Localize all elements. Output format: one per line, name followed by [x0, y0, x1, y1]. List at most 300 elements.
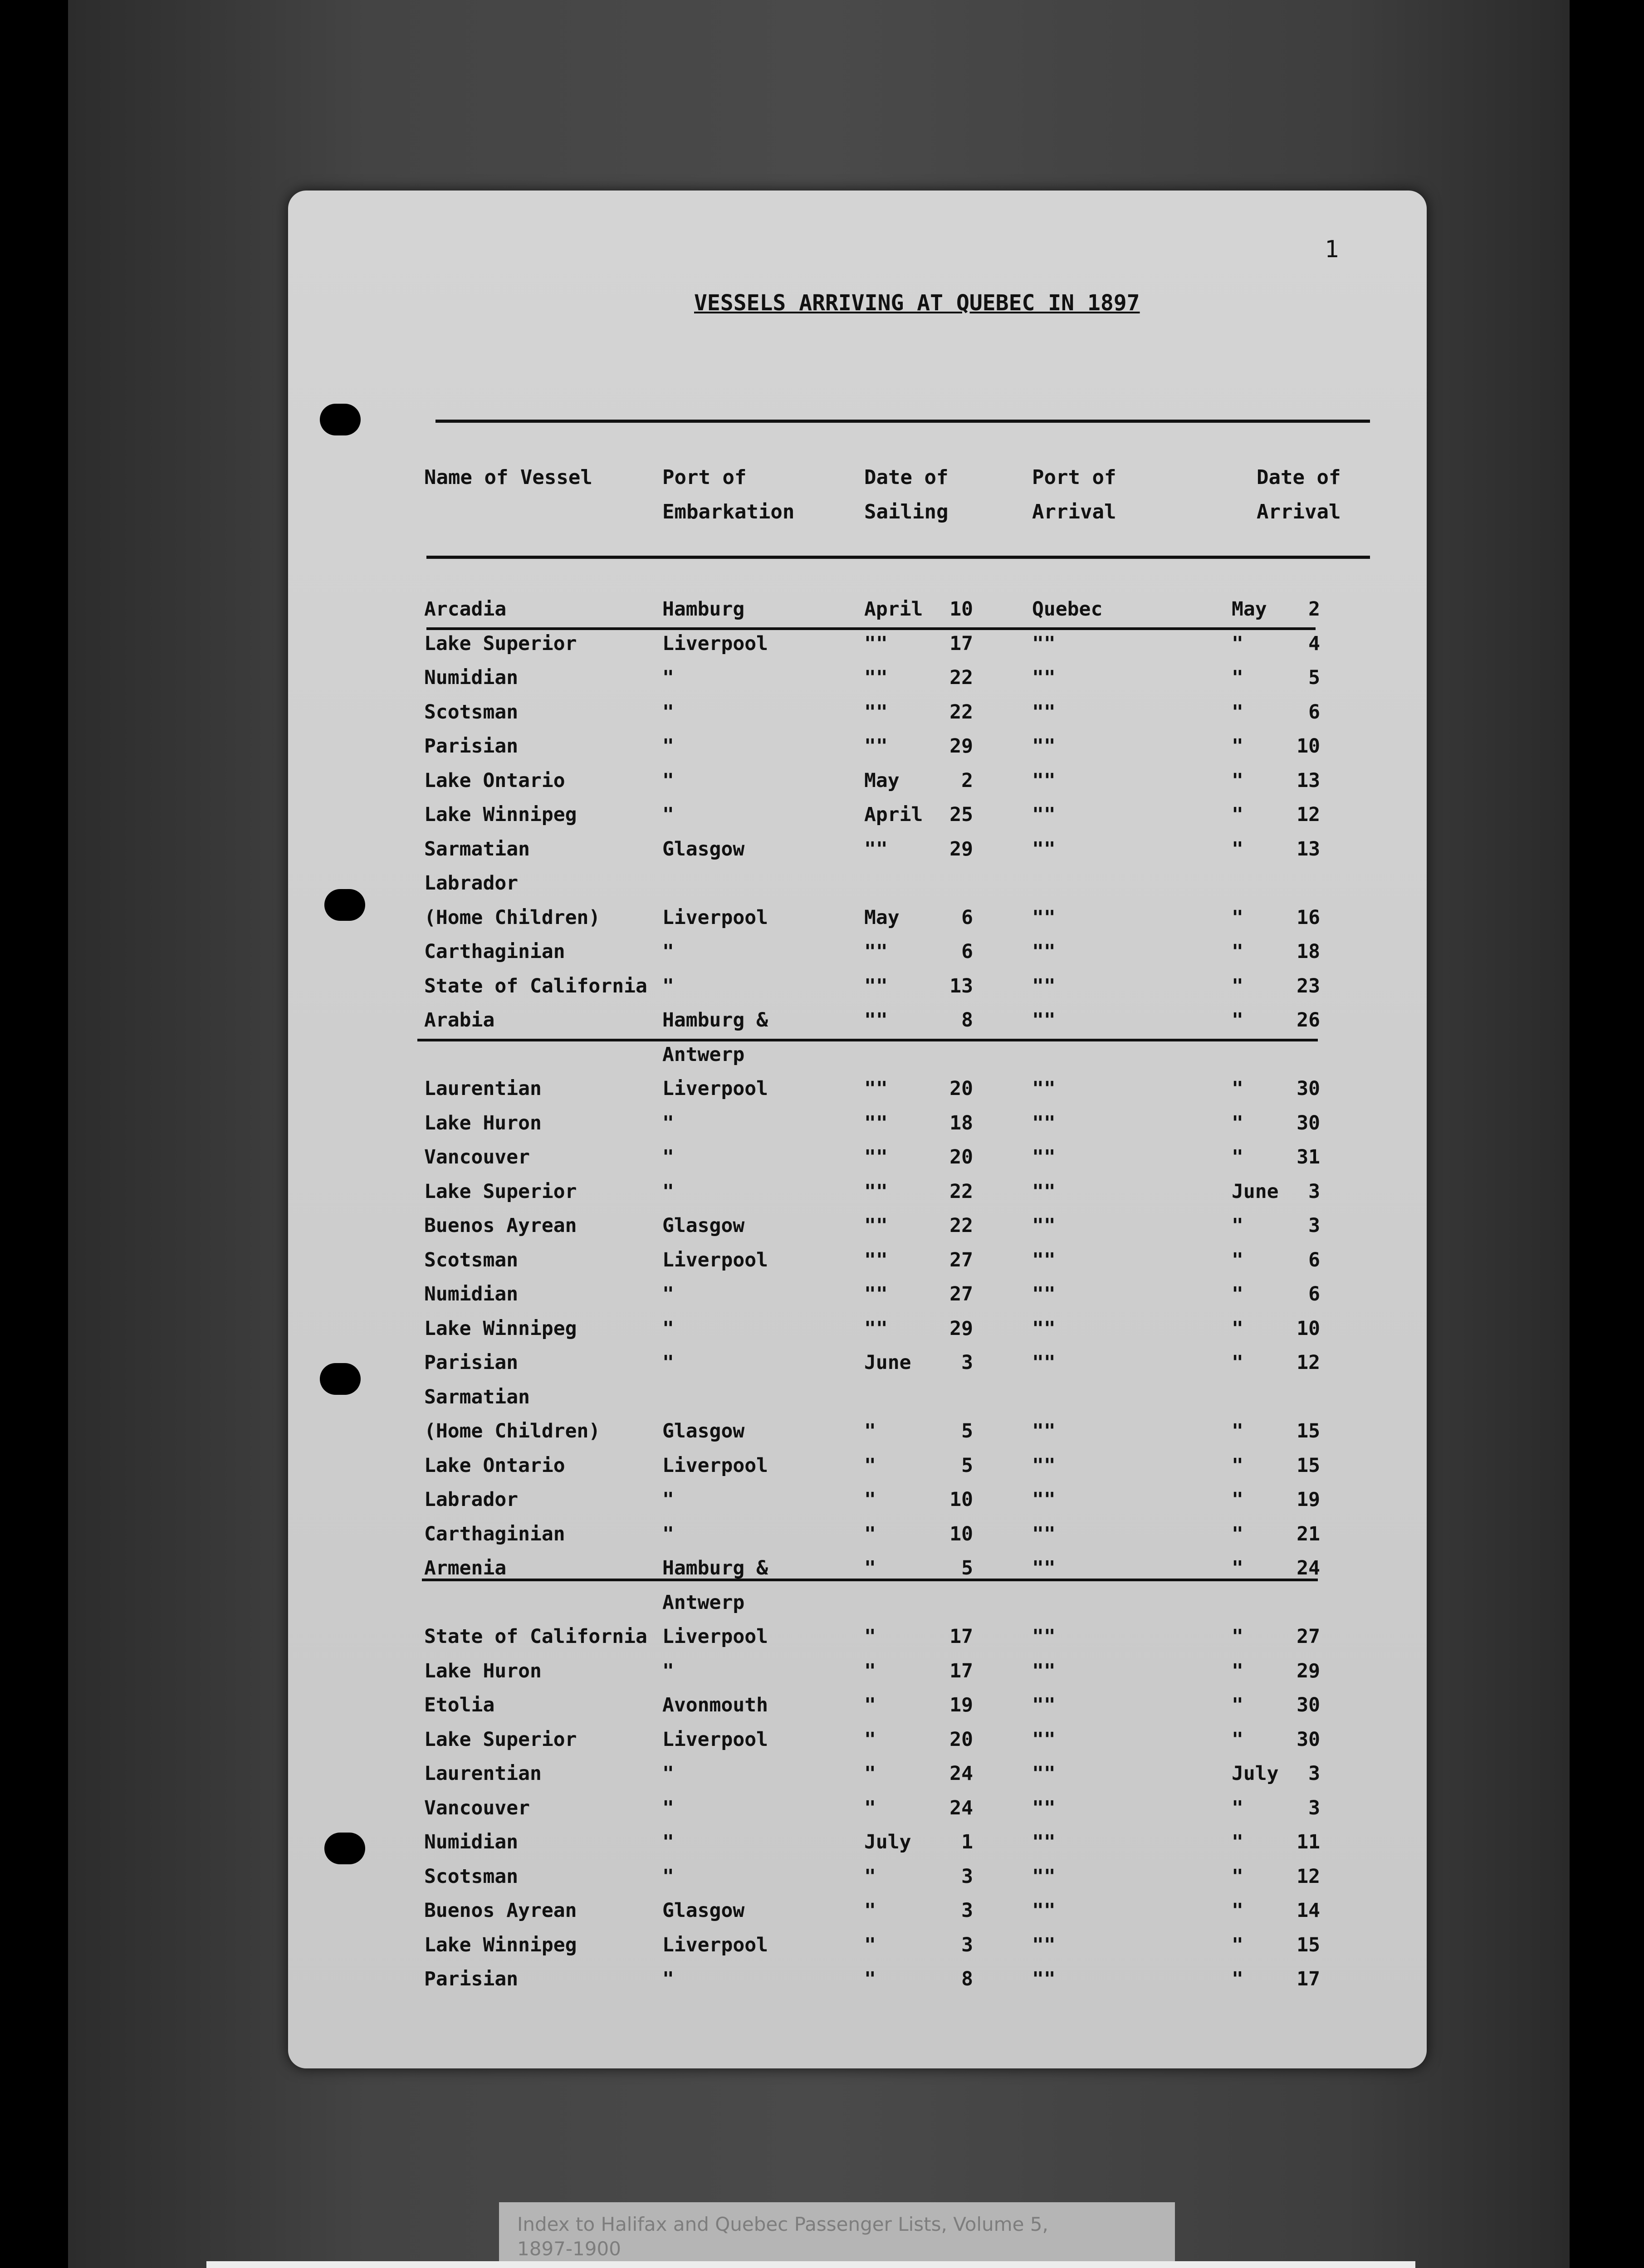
- arrival-port: "": [1032, 940, 1056, 963]
- sailing-day: 17: [949, 1625, 973, 1648]
- label-line: 1897-1900: [517, 2238, 621, 2260]
- table-row: [0, 1758, 1644, 1792]
- sailing-month: "": [864, 632, 888, 655]
- sailing-day: 29: [949, 837, 973, 860]
- sailing-day: 5: [961, 1420, 973, 1442]
- vessel-name: Lake Ontario: [424, 1454, 565, 1477]
- page-title: VESSELS ARRIVING AT QUEBEC IN 1897: [694, 290, 1140, 316]
- arrival-port: "": [1032, 803, 1056, 826]
- arrival-port: "": [1032, 1933, 1056, 1956]
- embarkation-port: Hamburg &: [662, 1009, 768, 1031]
- sailing-month: ": [864, 1865, 876, 1888]
- sailing-day: 24: [949, 1762, 973, 1785]
- arrival-port: "": [1032, 1968, 1056, 1990]
- arrival-month: ": [1232, 1659, 1243, 1682]
- arrival-port: "": [1032, 700, 1056, 723]
- embarkation-port: Liverpool: [662, 1454, 768, 1477]
- sailing-month: "": [864, 1283, 888, 1305]
- sailing-month: ": [864, 1933, 876, 1956]
- arrival-day: 18: [1297, 940, 1320, 963]
- embarkation-port: Liverpool: [662, 1077, 768, 1100]
- vessel-name: Vancouver: [424, 1796, 530, 1819]
- sailing-day: 2: [961, 769, 973, 792]
- sailing-day: 29: [949, 735, 973, 758]
- arrival-port: "": [1032, 1625, 1056, 1648]
- column-header-arrival-date: Date of Arrival: [1257, 466, 1341, 523]
- table-row: [0, 1450, 1644, 1484]
- arrival-month: ": [1232, 1694, 1243, 1716]
- label-line: Index to Halifax and Quebec Passenger Lists, Volume 5,: [517, 2213, 1048, 2235]
- arrival-day: 15: [1297, 1933, 1320, 1956]
- arrival-month: ": [1232, 666, 1243, 689]
- embarkation-port: Glasgow: [662, 1214, 745, 1237]
- vessel-name: Scotsman: [424, 1865, 519, 1888]
- arrival-day: 6: [1308, 1283, 1320, 1305]
- arrival-port: "": [1032, 1865, 1056, 1888]
- table-row: [0, 833, 1644, 868]
- arrival-day: 23: [1297, 974, 1320, 997]
- sailing-day: 1: [961, 1831, 973, 1853]
- arrival-port: "": [1032, 837, 1056, 860]
- vessel-name: Lake Winnipeg: [424, 1933, 577, 1956]
- embarkation-port: ": [662, 1762, 674, 1785]
- sailing-month: ": [864, 1522, 876, 1545]
- arrival-month: ": [1232, 1796, 1243, 1819]
- arrival-port: "": [1032, 769, 1056, 792]
- sailing-day: 6: [961, 906, 973, 929]
- arrival-port: "": [1032, 1111, 1056, 1134]
- table-row: [0, 1963, 1644, 1998]
- embarkation-port: Glasgow: [662, 837, 745, 860]
- arrival-day: 14: [1297, 1899, 1320, 1922]
- sailing-month: "": [864, 1180, 888, 1203]
- sailing-day: 10: [949, 1488, 973, 1511]
- sailing-day: 17: [949, 1659, 973, 1682]
- vessel-name: Lake Superior: [424, 1180, 577, 1203]
- arrival-month: ": [1232, 1111, 1243, 1134]
- arrival-day: 12: [1297, 1865, 1320, 1888]
- sailing-day: 24: [949, 1796, 973, 1819]
- embarkation-port: ": [662, 1180, 674, 1203]
- arrival-day: 30: [1297, 1077, 1320, 1100]
- vessel-name: Lake Superior: [424, 632, 577, 655]
- table-row: [0, 1004, 1644, 1039]
- arrival-port: "": [1032, 735, 1056, 758]
- table-row: [0, 1826, 1644, 1861]
- vessel-name: Lake Superior: [424, 1728, 577, 1751]
- arrival-port: "": [1032, 1283, 1056, 1305]
- vessel-name: Sarmatian: [424, 1385, 530, 1408]
- embarkation-port: Liverpool: [662, 1933, 768, 1956]
- arrival-month: ": [1232, 735, 1243, 758]
- arrival-day: 15: [1297, 1454, 1320, 1477]
- header-rule-bottom: [426, 556, 1370, 559]
- arrival-day: 12: [1297, 1351, 1320, 1374]
- arrival-port: "": [1032, 1180, 1056, 1203]
- embarkation-port: ": [662, 1831, 674, 1853]
- arrival-day: 27: [1297, 1625, 1320, 1648]
- arrival-port: "": [1032, 1009, 1056, 1031]
- vessel-name: Numidian: [424, 1283, 519, 1305]
- vessel-name: Sarmatian: [424, 837, 530, 860]
- table-row: [0, 1176, 1644, 1210]
- sailing-day: 22: [949, 666, 973, 689]
- sailing-day: 8: [961, 1968, 973, 1990]
- embarkation-port: ": [662, 1317, 674, 1340]
- sailing-day: 13: [949, 974, 973, 997]
- arrival-day: 12: [1297, 803, 1320, 826]
- column-header-vessel: Name of Vessel: [424, 466, 592, 489]
- embarkation-port: Liverpool: [662, 1248, 768, 1271]
- arrival-month: ": [1232, 974, 1243, 997]
- sailing-month: "": [864, 1214, 888, 1237]
- arrival-month: ": [1232, 632, 1243, 655]
- embarkation-port: Liverpool: [662, 1625, 768, 1648]
- vessel-name: State of California: [424, 974, 647, 997]
- arrival-month: ": [1232, 1454, 1243, 1477]
- vessel-name: Buenos Ayrean: [424, 1214, 577, 1237]
- arrival-day: 3: [1308, 1762, 1320, 1785]
- embarkation-port: Glasgow: [662, 1420, 745, 1442]
- table-row: [0, 867, 1644, 902]
- arrival-day: 13: [1297, 769, 1320, 792]
- arrival-month: ": [1232, 1009, 1243, 1031]
- table-row: [0, 1484, 1644, 1518]
- arrival-day: 15: [1297, 1420, 1320, 1442]
- table-row: [0, 1929, 1644, 1964]
- arrival-month: ": [1232, 1248, 1243, 1271]
- embarkation-port: ": [662, 1522, 674, 1545]
- arrival-month: ": [1232, 1899, 1243, 1922]
- header-rule-top: [435, 420, 1370, 423]
- sailing-day: 3: [961, 1933, 973, 1956]
- sailing-day: 19: [949, 1694, 973, 1716]
- table-row: [0, 1621, 1644, 1655]
- sailing-day: 10: [949, 1522, 973, 1545]
- embarkation-port: Antwerp: [662, 1591, 745, 1614]
- sailing-month: ": [864, 1659, 876, 1682]
- column-header-sailing: Date of Sailing: [864, 466, 949, 523]
- vessel-name: Carthaginian: [424, 940, 565, 963]
- vessel-name: Lake Winnipeg: [424, 1317, 577, 1340]
- sailing-month: "": [864, 666, 888, 689]
- arrival-month: ": [1232, 1488, 1243, 1511]
- table-row: [0, 1347, 1644, 1381]
- embarkation-port: ": [662, 769, 674, 792]
- vessel-name: Arcadia: [424, 598, 507, 621]
- arrival-day: 30: [1297, 1694, 1320, 1716]
- sailing-month: "": [864, 1248, 888, 1271]
- sailing-month: April: [864, 803, 923, 826]
- sailing-day: 22: [949, 1180, 973, 1203]
- arrival-day: 26: [1297, 1009, 1320, 1031]
- vessel-name: Lake Huron: [424, 1111, 542, 1134]
- punch-hole: [320, 404, 361, 435]
- embarkation-port: Antwerp: [662, 1043, 745, 1066]
- sailing-day: 20: [949, 1077, 973, 1100]
- sailing-month: "": [864, 1146, 888, 1168]
- vessel-name: Parisian: [424, 735, 519, 758]
- arrival-port: "": [1032, 906, 1056, 929]
- sailing-month: ": [864, 1968, 876, 1990]
- table-row: [0, 1518, 1644, 1553]
- table-row: [0, 662, 1644, 696]
- vessel-name: Labrador: [424, 1488, 519, 1511]
- embarkation-port: ": [662, 1111, 674, 1134]
- table-row: [0, 1210, 1644, 1244]
- vessel-name: Armenia: [424, 1557, 507, 1579]
- arrival-day: 21: [1297, 1522, 1320, 1545]
- vessel-name: Scotsman: [424, 700, 519, 723]
- table-row: [0, 1552, 1644, 1587]
- sailing-month: May: [864, 769, 900, 792]
- arrival-month: ": [1232, 700, 1243, 723]
- arrival-day: 2: [1308, 598, 1320, 621]
- sailing-month: ": [864, 1625, 876, 1648]
- table-row: [0, 1313, 1644, 1347]
- arrival-month: ": [1232, 1317, 1243, 1340]
- arrival-port: "": [1032, 1762, 1056, 1785]
- embarkation-port: Liverpool: [662, 632, 768, 655]
- embarkation-port: ": [662, 735, 674, 758]
- arrival-port: "": [1032, 632, 1056, 655]
- sailing-month: "": [864, 837, 888, 860]
- sailing-month: "": [864, 700, 888, 723]
- sailing-day: 3: [961, 1865, 973, 1888]
- arrival-day: 19: [1297, 1488, 1320, 1511]
- sailing-month: April: [864, 598, 923, 621]
- arrival-day: 3: [1308, 1180, 1320, 1203]
- arrival-month: ": [1232, 1968, 1243, 1990]
- table-row: [0, 1587, 1644, 1621]
- vessel-name: Arabia: [424, 1009, 495, 1031]
- vessel-name: Numidian: [424, 1831, 519, 1853]
- sailing-day: 5: [961, 1454, 973, 1477]
- table-row: [0, 1141, 1644, 1176]
- table-row: [0, 1244, 1644, 1279]
- sailing-day: 3: [961, 1351, 973, 1374]
- embarkation-port: Liverpool: [662, 1728, 768, 1751]
- vessel-name: (Home Children): [424, 906, 601, 929]
- sailing-month: ": [864, 1488, 876, 1511]
- sailing-day: 3: [961, 1899, 973, 1922]
- embarkation-port: ": [662, 700, 674, 723]
- sailing-month: "": [864, 940, 888, 963]
- arrival-day: 6: [1308, 700, 1320, 723]
- arrival-day: 24: [1297, 1557, 1320, 1579]
- arrival-port: "": [1032, 1077, 1056, 1100]
- archives-card: [206, 2261, 1415, 2268]
- sailing-month: "": [864, 1111, 888, 1134]
- arrival-port: "": [1032, 1522, 1056, 1545]
- vessel-name: Laurentian: [424, 1077, 542, 1100]
- sailing-day: 6: [961, 940, 973, 963]
- sailing-month: May: [864, 906, 900, 929]
- embarkation-port: ": [662, 1968, 674, 1990]
- arrival-port: "": [1032, 666, 1056, 689]
- table-row: [0, 1381, 1644, 1416]
- arrival-port: Quebec: [1032, 598, 1103, 621]
- table-row: [0, 799, 1644, 833]
- embarkation-port: ": [662, 940, 674, 963]
- sailing-day: 22: [949, 1214, 973, 1237]
- arrival-month: ": [1232, 1728, 1243, 1751]
- embarkation-port: ": [662, 1283, 674, 1305]
- arrival-day: 3: [1308, 1796, 1320, 1819]
- table-row: [0, 902, 1644, 936]
- arrival-month: ": [1232, 1625, 1243, 1648]
- embarkation-port: ": [662, 1488, 674, 1511]
- page-number: 1: [1325, 236, 1339, 263]
- arrival-month: ": [1232, 1146, 1243, 1168]
- arrival-port: "": [1032, 1796, 1056, 1819]
- column-header-arrival-port: Port of Arrival: [1032, 466, 1116, 523]
- arrival-month: ": [1232, 769, 1243, 792]
- table-row: [0, 1278, 1644, 1313]
- vessel-name: Labrador: [424, 872, 519, 894]
- sailing-day: 25: [949, 803, 973, 826]
- arrival-month: ": [1232, 1933, 1243, 1956]
- arrival-month: ": [1232, 837, 1243, 860]
- arrival-day: 31: [1297, 1146, 1320, 1168]
- arrival-month: ": [1232, 1283, 1243, 1305]
- arrival-day: 10: [1297, 1317, 1320, 1340]
- table-row: [0, 1655, 1644, 1690]
- vessel-name: Carthaginian: [424, 1522, 565, 1545]
- arrival-port: "": [1032, 1659, 1056, 1682]
- sailing-month: "": [864, 974, 888, 997]
- sailing-day: 18: [949, 1111, 973, 1134]
- table-row: [0, 1895, 1644, 1929]
- table-row: [0, 1689, 1644, 1724]
- sailing-month: "": [864, 735, 888, 758]
- table-row: [0, 1792, 1644, 1827]
- sailing-month: ": [864, 1694, 876, 1716]
- vessel-name: Lake Huron: [424, 1659, 542, 1682]
- vessel-name: Vancouver: [424, 1146, 530, 1168]
- sailing-month: ": [864, 1420, 876, 1442]
- table-row: [0, 730, 1644, 765]
- table-row: [0, 696, 1644, 731]
- sailing-month: ": [864, 1728, 876, 1751]
- arrival-port: "": [1032, 974, 1056, 997]
- arrival-day: 30: [1297, 1111, 1320, 1134]
- vessel-name: Buenos Ayrean: [424, 1899, 577, 1922]
- arrival-day: 3: [1308, 1214, 1320, 1237]
- sailing-month: ": [864, 1557, 876, 1579]
- vessel-name: Numidian: [424, 666, 519, 689]
- sailing-day: 29: [949, 1317, 973, 1340]
- arrival-port: "": [1032, 1694, 1056, 1716]
- embarkation-port: Glasgow: [662, 1899, 745, 1922]
- embarkation-port: ": [662, 1146, 674, 1168]
- arrival-month: ": [1232, 1077, 1243, 1100]
- arrival-port: "": [1032, 1831, 1056, 1853]
- arrival-day: 11: [1297, 1831, 1320, 1853]
- sailing-day: 27: [949, 1248, 973, 1271]
- embarkation-port: ": [662, 1351, 674, 1374]
- vessel-name: (Home Children): [424, 1420, 601, 1442]
- arrival-month: July: [1232, 1762, 1279, 1785]
- arrival-port: "": [1032, 1420, 1056, 1442]
- arrival-port: "": [1032, 1146, 1056, 1168]
- sailing-month: ": [864, 1796, 876, 1819]
- table-row: [0, 970, 1644, 1005]
- arrival-month: ": [1232, 1865, 1243, 1888]
- vessel-name: Etolia: [424, 1694, 495, 1716]
- table-row: [0, 1073, 1644, 1107]
- sailing-day: 8: [961, 1009, 973, 1031]
- arrival-port: "": [1032, 1317, 1056, 1340]
- sailing-day: 22: [949, 700, 973, 723]
- arrival-day: 13: [1297, 837, 1320, 860]
- vessel-name: Lake Winnipeg: [424, 803, 577, 826]
- arrival-port: "": [1032, 1214, 1056, 1237]
- sailing-month: ": [864, 1454, 876, 1477]
- vessel-name: Parisian: [424, 1968, 519, 1990]
- sailing-month: "": [864, 1009, 888, 1031]
- table-row: [0, 1107, 1644, 1142]
- arrival-month: ": [1232, 1420, 1243, 1442]
- table-row: [0, 765, 1644, 799]
- embarkation-port: Avonmouth: [662, 1694, 768, 1716]
- sailing-month: July: [864, 1831, 911, 1853]
- sailing-day: 27: [949, 1283, 973, 1305]
- arrival-port: "": [1032, 1454, 1056, 1477]
- arrival-month: ": [1232, 1522, 1243, 1545]
- microfilm-label: [499, 2202, 1175, 2268]
- embarkation-port: Hamburg &: [662, 1557, 768, 1579]
- arrival-month: ": [1232, 1214, 1243, 1237]
- column-header-embarkation: Port of Embarkation: [662, 466, 795, 523]
- arrival-day: 17: [1297, 1968, 1320, 1990]
- arrival-month: May: [1232, 598, 1267, 621]
- sailing-day: 20: [949, 1146, 973, 1168]
- table-row: [0, 1724, 1644, 1758]
- arrival-day: 5: [1308, 666, 1320, 689]
- sailing-day: 10: [949, 598, 973, 621]
- arrival-day: 6: [1308, 1248, 1320, 1271]
- arrival-day: 16: [1297, 906, 1320, 929]
- embarkation-port: ": [662, 974, 674, 997]
- embarkation-port: Liverpool: [662, 906, 768, 929]
- embarkation-port: ": [662, 666, 674, 689]
- sailing-month: "": [864, 1317, 888, 1340]
- sailing-day: 17: [949, 632, 973, 655]
- arrival-month: ": [1232, 906, 1243, 929]
- table-row: [0, 1039, 1644, 1073]
- table-row: [0, 936, 1644, 970]
- table-row: [0, 628, 1644, 662]
- arrival-port: "": [1032, 1248, 1056, 1271]
- table-row: [0, 1861, 1644, 1895]
- sailing-month: June: [864, 1351, 911, 1374]
- table-row: [0, 1415, 1644, 1450]
- arrival-day: 10: [1297, 735, 1320, 758]
- sailing-month: ": [864, 1899, 876, 1922]
- vessel-name: Scotsman: [424, 1248, 519, 1271]
- vessel-name: Laurentian: [424, 1762, 542, 1785]
- embarkation-port: ": [662, 1659, 674, 1682]
- arrival-day: 4: [1308, 632, 1320, 655]
- arrival-port: "": [1032, 1728, 1056, 1751]
- arrival-month: June: [1232, 1180, 1279, 1203]
- arrival-port: "": [1032, 1899, 1056, 1922]
- embarkation-port: ": [662, 1796, 674, 1819]
- arrival-month: ": [1232, 1557, 1243, 1579]
- sailing-month: ": [864, 1762, 876, 1785]
- arrival-port: "": [1032, 1488, 1056, 1511]
